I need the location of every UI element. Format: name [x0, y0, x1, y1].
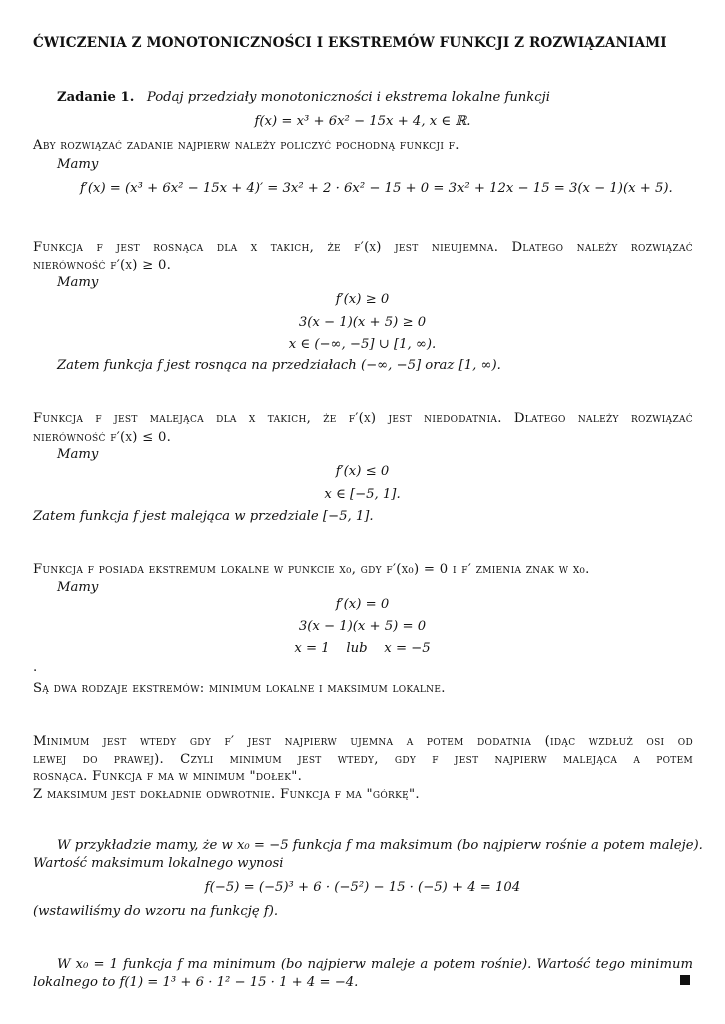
- extremum-text: Funkcja f posiada ekstremum lokalne w punkcie x₀, gdy f′(x₀) = 0 i f′ zmienia znak w x₀.: [33, 562, 590, 577]
- minimum-line2: lokalnego to f(1) = 1³ + 6 · 1² − 15 · 1 + 4 = −4.: [33, 975, 359, 990]
- decreasing-conclusion: Zatem funkcja f jest malejąca w przedziale [−5, 1].: [33, 509, 374, 524]
- decreasing-eq1: f′(x) ≤ 0: [335, 464, 390, 479]
- extremum-eq3: x = 1 lub x = −5: [294, 641, 431, 656]
- mamy-label: Mamy: [57, 157, 99, 172]
- derivative-equation: f′(x) = (x³ + 6x² − 15x + 4)′ = 3x² + 2 · 6x² − 15 + 0 = 3x² + 12x − 15 = 3(x − 1)(x + 5).: [80, 181, 673, 196]
- decreasing-text-line2: nierówność f′(x) ≤ 0.: [33, 430, 172, 445]
- qed-square-icon: [680, 975, 690, 985]
- mamy-label: Mamy: [57, 275, 99, 290]
- increasing-text-line2: nierówność f′(x) ≥ 0.: [33, 258, 172, 273]
- extremum-eq1: f′(x) = 0: [335, 597, 390, 612]
- task-label: Zadanie 1.: [57, 90, 135, 105]
- increasing-eq3: x ∈ (−∞, −5] ∪ [1, ∞).: [288, 337, 437, 352]
- decreasing-eq2: x ∈ [−5, 1].: [324, 487, 401, 502]
- explain-line4: Z maksimum jest dokładnie odwrotnie. Funkcja f ma "górkę".: [33, 787, 420, 802]
- explain-line3: rosnąca. Funkcja f ma w minimum "dołek".: [33, 769, 303, 784]
- task-header: [57, 89, 717, 106]
- maximum-line1: W przykładzie mamy, że w x₀ = −5 funkcja f ma maksimum (bo najpierw rośnie a potem maleje).: [57, 838, 703, 853]
- stray-dot: .: [33, 660, 38, 675]
- mamy-label: Mamy: [57, 447, 99, 462]
- minimum-line1: W x₀ = 1 funkcja f ma minimum (bo najpierw maleje a potem rośnie). Wartość tego minimum: [57, 957, 693, 972]
- maximum-note: (wstawiliśmy do wzoru na funkcję f).: [33, 904, 279, 919]
- increasing-eq1: f′(x) ≥ 0: [335, 292, 390, 307]
- task-prompt: Podaj przedziały monotoniczności i ekstrema lokalne funkcji: [146, 90, 550, 105]
- increasing-text-line1: Funkcja f jest rosnąca dla x takich, że f′(x) jest nieujemna. Dlatego należy rozwiązać: [33, 240, 693, 255]
- intro-text: Aby rozwiązać zadanie najpierw należy policzyć pochodną funkcji f.: [33, 138, 460, 153]
- function-formula: f(x) = x³ + 6x² − 15x + 4, x ∈ ℝ.: [254, 114, 471, 129]
- increasing-conclusion: Zatem funkcja f jest rosnąca na przedziałach (−∞, −5] oraz [1, ∞).: [57, 358, 501, 373]
- maximum-equation: f(−5) = (−5)³ + 6 · (−5²) − 15 · (−5) + 4 = 104: [204, 880, 521, 895]
- mamy-label: Mamy: [57, 580, 99, 595]
- extremum-eq2: 3(x − 1)(x + 5) = 0: [298, 619, 427, 634]
- explain-line2: lewej do prawej). Czyli minimum jest wtedy, gdy f jest najpierw malejąca a potem: [33, 752, 693, 767]
- explain-line1: Minimum jest wtedy gdy f′ jest najpierw ujemna a potem dodatnia (idąc wzdłuż osi od: [33, 734, 693, 749]
- increasing-eq2: 3(x − 1)(x + 5) ≥ 0: [298, 315, 427, 330]
- page-title: ĆWICZENIA Z MONOTONICZNOŚCI I EKSTREMÓW FUNKCJI Z ROZWIĄZANIAMI: [33, 35, 667, 51]
- decreasing-text-line1: Funkcja f jest malejąca dla x takich, że f′(x) jest niedodatnia. Dlatego należy rozwiązać: [33, 411, 693, 426]
- two-kinds-text: Są dwa rodzaje ekstremów: minimum lokalne i maksimum lokalne.: [33, 681, 446, 696]
- maximum-line2: Wartość maksimum lokalnego wynosi: [33, 856, 284, 871]
